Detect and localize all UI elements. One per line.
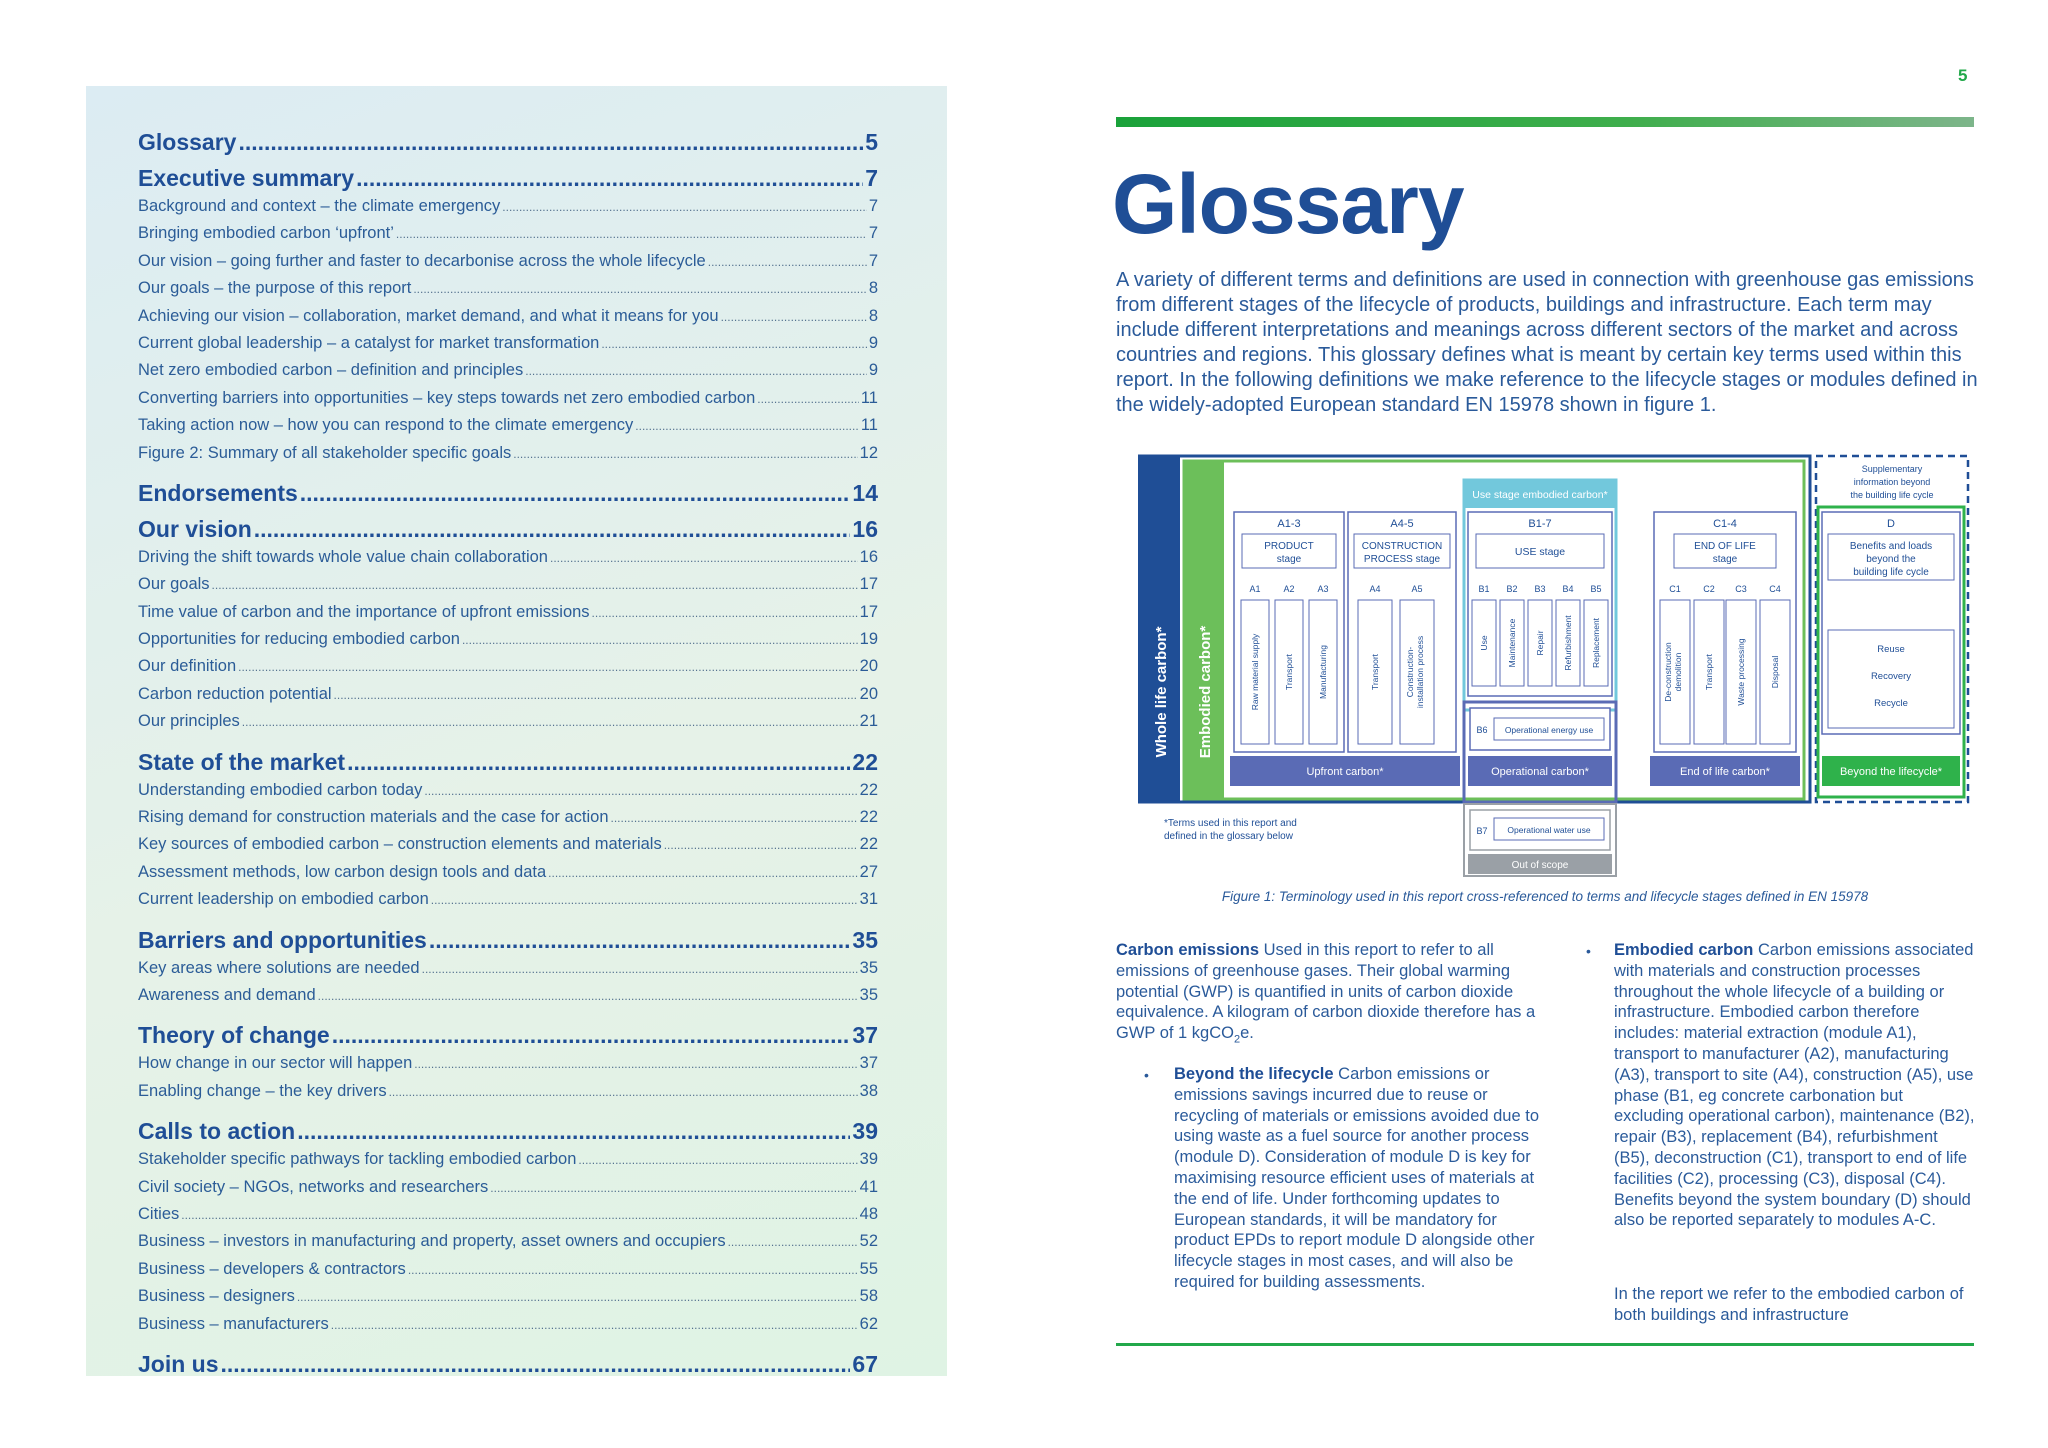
toc-subsection-entry[interactable]	[138, 389, 878, 416]
group-a45-code: A4-5	[1390, 518, 1414, 530]
toc-entry-page: 37	[852, 1022, 878, 1049]
toc-entry-page: 22	[859, 780, 878, 799]
toc-entry-page: 14	[852, 479, 878, 506]
toc-entry-page: 22	[859, 835, 878, 854]
toc-leader-dots	[297, 1290, 858, 1304]
beyond-label: Beyond the lifecycle*	[1839, 766, 1943, 778]
group-a45-title-2: PROCESS stage	[1363, 554, 1441, 565]
toc-leader-dots	[300, 480, 851, 507]
toc-entry-title: Understanding embodied carbon today	[138, 780, 423, 799]
toc-section-entry[interactable]	[138, 516, 878, 543]
toc-entry-page: 22	[859, 808, 878, 827]
toc-entry-title: Business – developers & contractors	[138, 1259, 406, 1278]
toc-entry-title: Business – manufacturers	[138, 1314, 329, 1333]
toc-entry-title: Our vision – going further and faster to decarbonise across the whole lifecycle	[138, 251, 706, 270]
group-a13-title-1: PRODUCT	[1264, 541, 1314, 552]
toc-entry-title: Current global leadership – a catalyst for market transformation	[138, 333, 600, 352]
toc-entry-title: Enabling change – the key drivers	[138, 1081, 387, 1100]
toc-entry-page: 12	[859, 443, 878, 462]
toc-entry-title: Glossary	[138, 129, 237, 155]
use-stage-embodied-label: Use stage embodied carbon*	[1472, 489, 1608, 501]
toc-entry-page: 55	[859, 1259, 878, 1278]
toc-entry-page: 35	[859, 958, 878, 977]
supplementary-text-3: the building life cycle	[1850, 490, 1934, 500]
toc-entry-page: 62	[859, 1314, 878, 1333]
toc-subsection-entry[interactable]	[138, 279, 878, 306]
toc-entry-page: 5	[865, 129, 878, 155]
toc-leader-dots	[332, 1022, 851, 1049]
toc-entry-page: 9	[868, 361, 878, 380]
toc-subsection-entry[interactable]	[138, 444, 878, 471]
page-number: 5	[1958, 66, 1968, 85]
group-d-item-recycle: Recycle	[1874, 698, 1908, 709]
toc-entry-title: Awareness and demand	[138, 985, 316, 1004]
toc-entry-page: 8	[868, 306, 878, 325]
toc-leader-dots	[297, 1118, 850, 1145]
toc-entry-title: Key areas where solutions are needed	[138, 958, 420, 977]
toc-entry-page: 58	[859, 1287, 878, 1306]
toc-entry-title: Business – investors in manufacturing and property, asset owners and occupiers	[138, 1232, 726, 1251]
end-of-life-label: End of life carbon*	[1680, 766, 1770, 778]
toc-entry-page: 17	[859, 602, 878, 621]
toc-leader-dots	[414, 1057, 857, 1071]
top-rule	[1116, 117, 1974, 127]
toc-entry-title: How change in our sector will happen	[138, 1054, 413, 1073]
group-d-code: D	[1887, 518, 1895, 530]
toc-leader-dots	[413, 282, 866, 296]
text-embodied-carbon: Carbon emissions associated with materials and construction processes throughout the whole lifecycle of a building or infrastructure. Embodied carbon therefore includes: material extraction (module A1), transport to manufacturer (A2), manufacturing (A3), transport to site (A4), construction (A5), use phase (B1, eg concrete carbonation but excluding operational carbon), maintenance (B2), repair (B3), replacement (B4), refurbishment (B5), deconstruction (C1), transport to end of life facilities (C2), processing (C3), disposal (C4). Benefits beyond the system boundary (D) should also be reported separately to modules A-C.	[1614, 941, 1975, 1230]
toc-subsection-entry[interactable]	[138, 334, 878, 361]
toc-leader-dots	[389, 1085, 858, 1099]
toc-entry-page: 11	[860, 388, 878, 407]
text-beyond-lifecycle: Carbon emissions or emissions savings incurred due to reuse or recycling of materials or emissions avoided due to using waste as a fuel source for another process (module D). Consideration of module D is key for maximising resource efficient uses of materials at the end of life. Under forthcoming updates to European standards, it will be mandatory for product EPDs to report module D alongside other lifecycle stages in most cases, and will also be required for building assessments.	[1174, 1065, 1540, 1291]
toc-entry-page: 21	[859, 712, 878, 731]
toc-leader-dots	[490, 1181, 857, 1195]
toc-section-entry[interactable]	[138, 480, 878, 507]
module-code: B1	[1478, 584, 1490, 594]
co2-suffix: e.	[1240, 1024, 1254, 1043]
toc-entry-page: 7	[868, 251, 878, 270]
toc-subsection-entry[interactable]	[138, 224, 878, 251]
toc-entry-title: Our principles	[138, 712, 240, 731]
diagram-footnote-1: *Terms used in this report and	[1164, 818, 1297, 829]
toc-entry-title: Figure 2: Summary of all stakeholder specific goals	[138, 443, 512, 462]
toc-subsection-entry[interactable]	[138, 890, 878, 917]
toc-entry-page: 52	[859, 1232, 878, 1251]
toc-entry-title: Cities	[138, 1204, 180, 1223]
toc-subsection-entry[interactable]	[138, 575, 878, 602]
group-d-item-reuse: Reuse	[1877, 644, 1905, 655]
toc-subsection-entry[interactable]	[138, 630, 878, 657]
module-item-label: Transport	[1704, 653, 1714, 691]
toc-entry-page: 41	[859, 1177, 878, 1196]
toc-leader-dots	[757, 392, 859, 406]
toc-entry-title: Key sources of embodied carbon – construction elements and materials	[138, 835, 662, 854]
toc-section-entry[interactable]	[138, 927, 878, 954]
toc-entry-page: 31	[859, 890, 878, 909]
toc-leader-dots	[181, 1208, 857, 1222]
toc-subsection-entry[interactable]	[138, 307, 878, 334]
toc-entry-title: Business – designers	[138, 1287, 295, 1306]
toc-leader-dots	[578, 1153, 857, 1167]
module-code: B4	[1562, 584, 1574, 594]
b6-label: Operational energy use	[1504, 725, 1594, 735]
page-title: Glossary	[1112, 157, 1464, 251]
module-item-label: Transport	[1284, 653, 1294, 691]
toc-entry-title: Stakeholder specific pathways for tackling embodied carbon	[138, 1150, 577, 1169]
toc-entry-title: Our definition	[138, 657, 237, 676]
module-code: A2	[1283, 584, 1295, 594]
toc-entry-title: Assessment methods, low carbon design tools and data	[138, 862, 547, 881]
bottom-rule	[1116, 1343, 1974, 1346]
toc-leader-dots	[728, 1235, 858, 1249]
toc-subsection-entry[interactable]	[138, 685, 878, 712]
toc-section-entry[interactable]	[138, 749, 878, 776]
bullet-dot: •	[1586, 943, 1591, 959]
module-code: B3	[1534, 584, 1546, 594]
b7-label: Operational water use	[1507, 825, 1591, 835]
group-c14-title-1: END OF LIFE	[1694, 541, 1756, 552]
module-item-label: Transport	[1370, 653, 1380, 691]
toc-leader-dots	[221, 1351, 851, 1378]
toc-subsection-entry[interactable]	[138, 986, 878, 1013]
toc-entry-page: 38	[859, 1081, 878, 1100]
term-beyond-lifecycle: Beyond the lifecycle	[1174, 1065, 1334, 1083]
toc-subsection-entry[interactable]	[138, 1315, 878, 1342]
definition-carbon-emissions	[1116, 940, 1546, 1050]
group-c14-title-2: stage	[1712, 554, 1738, 565]
toc-entry-page: 11	[860, 416, 878, 435]
toc-subsection-entry[interactable]	[138, 1178, 878, 1205]
toc-leader-dots	[347, 749, 850, 776]
group-a13-title-2: stage	[1276, 554, 1302, 565]
group-d-title-1: Benefits and loads	[1849, 541, 1933, 552]
toc-leader-dots	[635, 419, 859, 433]
toc-subsection-entry[interactable]	[138, 603, 878, 630]
toc-leader-dots	[525, 364, 867, 378]
toc-entry-title: Calls to action	[138, 1118, 296, 1145]
toc-entry-page: 19	[859, 630, 878, 649]
module-item-label: Construction-	[1405, 646, 1415, 698]
definition-embodied-carbon	[1614, 940, 1976, 1231]
toc-entry-title: Theory of change	[138, 1022, 330, 1049]
group-a13-code: A1-3	[1277, 518, 1301, 530]
toc-entry-page: 27	[859, 862, 878, 881]
toc-leader-dots	[592, 606, 858, 620]
group-c14-code: C1-4	[1713, 518, 1737, 530]
module-item-label: demolition	[1673, 652, 1683, 692]
toc-entry-page: 35	[859, 985, 878, 1004]
toc-entry-page: 7	[868, 224, 878, 243]
b6-code: B6	[1476, 725, 1488, 735]
group-b17-title-1: USE stage	[1514, 546, 1566, 558]
toc-subsection-entry[interactable]	[138, 863, 878, 890]
toc-entry-page: 22	[852, 748, 878, 775]
toc-entry-title: Our vision	[138, 515, 252, 542]
module-item-label: Raw material supply	[1250, 633, 1260, 711]
toc-entry-title: Achieving our vision – collaboration, market demand, and what it means for you	[138, 306, 719, 325]
toc-leader-dots	[356, 165, 863, 192]
module-item-label: Refurbishment	[1563, 615, 1573, 671]
toc-leader-dots	[431, 893, 858, 907]
toc-subsection-entry[interactable]	[138, 1082, 878, 1109]
module-code: C1	[1669, 584, 1681, 594]
toc-entry-title: Driving the shift towards whole value chain collaboration	[138, 547, 548, 566]
toc-entry-title: Our goals – the purpose of this report	[138, 279, 412, 298]
out-of-scope-label: Out of scope	[1511, 860, 1569, 871]
toc-leader-dots	[318, 989, 858, 1003]
module-code: A3	[1317, 584, 1329, 594]
toc-entry-page: 7	[868, 197, 878, 215]
supplementary-text-2: information beyond	[1853, 477, 1931, 487]
table-of-contents-panel	[86, 86, 947, 1376]
toc-entry-page: 48	[859, 1204, 878, 1223]
toc-entry-title: Background and context – the climate emergency	[138, 197, 501, 215]
toc-entry-title: Our goals	[138, 575, 210, 594]
definition-embodied-carbon-continued: In the report we refer to the embodied carbon of both buildings and infrastructure	[1614, 1285, 1964, 1324]
module-code: B5	[1590, 584, 1602, 594]
toc-entry-page: 17	[859, 575, 878, 594]
group-d-title-3: building life cycle	[1853, 567, 1929, 578]
group-b17-code: B1-7	[1528, 518, 1552, 530]
operational-label: Operational carbon*	[1491, 766, 1589, 778]
module-item-label: Use	[1479, 635, 1489, 651]
toc-subsection-entry[interactable]	[138, 1287, 878, 1314]
toc-entry-title: Endorsements	[138, 479, 298, 506]
toc-section-entry[interactable]	[138, 1118, 878, 1145]
module-code: C4	[1769, 584, 1781, 594]
module-item-label: De-construction	[1663, 642, 1673, 702]
toc-leader-dots	[424, 784, 857, 798]
toc-leader-dots	[708, 255, 867, 269]
toc-entry-title: Executive summary	[138, 165, 355, 191]
module-item-label: Waste processing	[1736, 638, 1746, 706]
toc-entry-title: Bringing embodied carbon ‘upfront’	[138, 224, 394, 243]
toc-entry-title: State of the market	[138, 748, 346, 775]
toc-subsection-entry[interactable]	[138, 959, 878, 986]
toc-entry-page: 9	[868, 333, 878, 352]
bullet-dot: •	[1144, 1067, 1149, 1083]
toc-entry-title: Civil society – NGOs, networks and researchers	[138, 1177, 489, 1196]
toc-leader-dots	[396, 227, 867, 241]
toc-subsection-entry[interactable]	[138, 1260, 878, 1287]
toc-subsection-entry[interactable]	[138, 361, 878, 388]
whole-life-label: Whole life carbon*	[1153, 626, 1170, 758]
toc-entry-title: Converting barriers into opportunities – key steps towards net zero embodied carbon	[138, 388, 756, 407]
toc-entry-page: 37	[859, 1054, 878, 1073]
toc-leader-dots	[334, 688, 858, 702]
group-d-item-recovery: Recovery	[1870, 671, 1912, 682]
toc-entry-page: 39	[859, 1150, 878, 1169]
definition-beyond-lifecycle	[1174, 1064, 1546, 1293]
toc-leader-dots	[502, 200, 867, 214]
toc-leader-dots	[408, 1263, 858, 1277]
toc-entry-page: 20	[859, 684, 878, 703]
embodied-label: Embodied carbon*	[1197, 625, 1214, 759]
b7-code: B7	[1476, 826, 1488, 836]
toc-subsection-entry[interactable]	[138, 808, 878, 835]
toc-entry-page: 7	[865, 165, 878, 191]
toc-leader-dots	[513, 447, 857, 461]
toc-leader-dots	[242, 715, 858, 729]
toc-entry-title: Opportunities for reducing embodied carbon	[138, 630, 460, 649]
intro-paragraph: A variety of different terms and definitions are used in connection with greenhouse gas emissions from different stages of the lifecycle of products, buildings and infrastructure. Each term may include different interpretations and meanings across different sectors of the market and across countries and regions. This glossary defines what is meant by certain key terms used within this report. In the following definitions we make reference to the lifecycle stages or modules defined in the widely-adopted European standard EN 15978 shown in figure 1.	[1116, 269, 1978, 416]
toc-entry-title: Current leadership on embodied carbon	[138, 890, 429, 909]
toc-entry-title: Barriers and opportunities	[138, 926, 427, 953]
toc-subsection-entry[interactable]	[138, 657, 878, 684]
toc-leader-dots	[238, 660, 858, 674]
toc-leader-dots	[254, 516, 851, 543]
toc-leader-dots	[601, 337, 867, 351]
toc-subsection-entry[interactable]	[138, 835, 878, 862]
group-a13-modules	[1241, 584, 1337, 744]
module-item-label: Maintenance	[1507, 618, 1517, 668]
toc-section-entry[interactable]	[138, 129, 878, 156]
toc-leader-dots	[429, 927, 851, 954]
toc-leader-dots	[664, 838, 858, 852]
toc-subsection-entry[interactable]	[138, 712, 878, 739]
toc-subsection-entry[interactable]	[138, 416, 878, 443]
module-code: A1	[1249, 584, 1261, 594]
toc-list	[138, 120, 878, 1383]
toc-entry-page: 8	[868, 279, 878, 298]
toc-leader-dots	[721, 310, 867, 324]
module-code: A5	[1411, 584, 1423, 594]
toc-entry-title: Join us	[138, 1350, 219, 1377]
toc-subsection-entry[interactable]	[138, 781, 878, 808]
toc-leader-dots	[548, 866, 857, 880]
toc-subsection-entry[interactable]	[138, 1054, 878, 1081]
module-item-label: Disposal	[1770, 655, 1780, 689]
module-item-label: Repair	[1535, 630, 1545, 656]
toc-subsection-entry[interactable]	[138, 252, 878, 279]
toc-entry-page: 16	[852, 515, 878, 542]
supplementary-text-1: Supplementary	[1861, 464, 1923, 474]
toc-subsection-entry[interactable]	[138, 1205, 878, 1232]
toc-section-entry[interactable]	[138, 1022, 878, 1049]
toc-section-entry[interactable]	[138, 165, 878, 192]
toc-subsection-entry[interactable]	[138, 1150, 878, 1177]
toc-subsection-entry[interactable]	[138, 1232, 878, 1259]
toc-leader-dots	[422, 962, 858, 976]
group-d-title-2: beyond the	[1866, 554, 1916, 565]
toc-entry-page: 39	[852, 1118, 878, 1145]
module-code: A4	[1369, 584, 1381, 594]
module-item-label: Manufacturing	[1318, 645, 1328, 699]
lifecycle-diagram	[1138, 452, 1978, 882]
module-item-label: installation process	[1415, 635, 1425, 709]
toc-entry-page: 67	[852, 1350, 878, 1377]
toc-entry-page: 16	[859, 547, 878, 566]
toc-leader-dots	[331, 1318, 858, 1332]
toc-subsection-entry[interactable]	[138, 197, 878, 224]
co2-subscript: 2	[1233, 1033, 1241, 1046]
toc-leader-dots	[611, 811, 858, 825]
toc-subsection-entry[interactable]	[138, 548, 878, 575]
module-code: B2	[1506, 584, 1518, 594]
upfront-label: Upfront carbon*	[1306, 766, 1384, 778]
toc-entry-title: Rising demand for construction materials and the case for action	[138, 808, 609, 827]
toc-entry-page: 35	[852, 926, 878, 953]
module-item-label: Replacement	[1591, 617, 1601, 669]
term-embodied-carbon: Embodied carbon	[1614, 941, 1754, 959]
toc-entry-title: Time value of carbon and the importance of upfront emissions	[138, 602, 590, 621]
diagram-footnote-2: defined in the glossary below	[1164, 831, 1293, 842]
text-carbon-emissions: Used in this report to refer to all emissions of greenhouse gases. Their global warming potential (GWP) is quantified in units of carbon dioxide equivalence. A kilogram of carbon dioxide therefore has a GWP of 1 kgCO	[1116, 941, 1536, 1043]
toc-leader-dots	[462, 633, 858, 647]
term-carbon-emissions: Carbon emissions	[1116, 941, 1260, 959]
toc-leader-dots	[212, 578, 858, 592]
toc-leader-dots	[238, 129, 863, 156]
figure-caption: Figure 1: Terminology used in this report cross-referenced to terms and lifecycle stages defined in EN 15978	[1221, 889, 1869, 904]
module-code: C3	[1735, 584, 1747, 594]
group-a45-title-1: CONSTRUCTION	[1361, 541, 1443, 552]
toc-entry-page: 20	[859, 657, 878, 676]
toc-entry-title: Carbon reduction potential	[138, 684, 332, 703]
toc-leader-dots	[550, 551, 858, 565]
toc-entry-title: Taking action now – how you can respond to the climate emergency	[138, 416, 634, 435]
toc-section-entry[interactable]	[138, 1351, 878, 1378]
module-code: C2	[1703, 584, 1715, 594]
toc-entry-title: Net zero embodied carbon – definition and principles	[138, 361, 524, 380]
